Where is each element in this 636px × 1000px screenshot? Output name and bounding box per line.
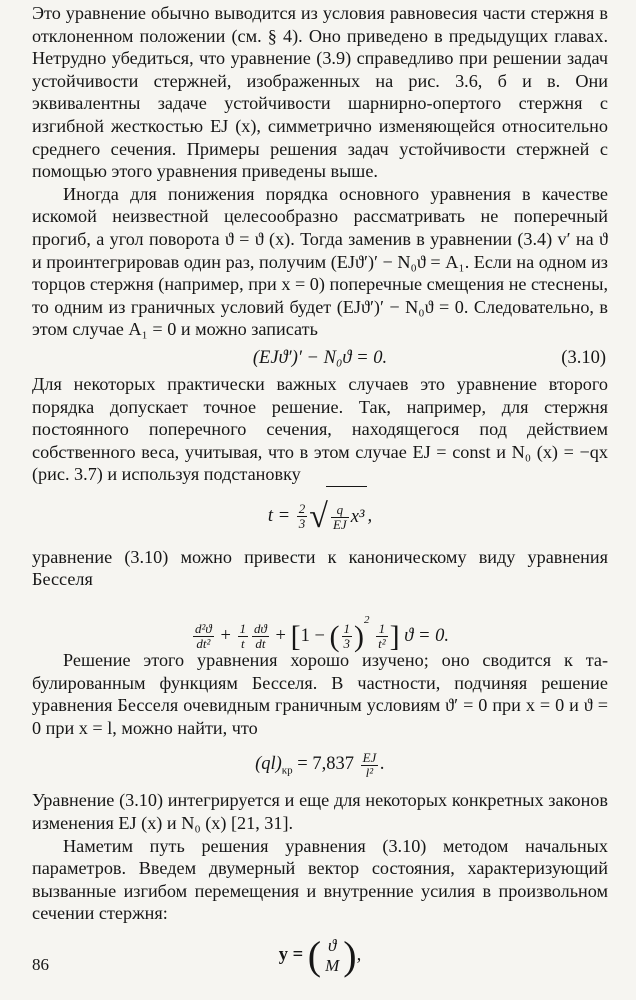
state-tail: , <box>356 945 362 965</box>
state-vector <box>323 936 341 976</box>
bessel-term-1 <box>193 622 214 651</box>
state-theta: ϑ <box>328 935 337 955</box>
subst-x3: x³ <box>350 507 365 528</box>
state-paren-open: ( <box>307 932 322 978</box>
bessel-one-third <box>342 622 353 651</box>
subst-two: 2 <box>298 501 306 517</box>
bessel-bracket-close: ] <box>389 619 400 653</box>
bessel-bracket-open: [ <box>290 619 301 653</box>
equation-substitution <box>32 486 608 546</box>
subst-ej: EJ <box>332 517 347 533</box>
crit-lhs: (ql) <box>255 754 282 775</box>
bessel-paren-open: ( <box>329 619 340 653</box>
bessel-dt: dt <box>255 636 266 652</box>
crit-fraction <box>361 751 379 780</box>
crit-ej: EJ <box>362 749 377 765</box>
bessel-last-d: t² <box>378 636 386 652</box>
state-paren-close: ) <box>343 932 357 978</box>
equation-number-3-10: (3.10) <box>561 347 606 368</box>
subst-radicand <box>326 486 367 547</box>
crit-eq: = 7,837 <box>297 754 354 775</box>
equation-3-10 <box>32 343 608 373</box>
paragraph-2: Иногда для понижения порядка основного уравнения в качестве искомой неизвестной целесообразно рассматривать не поперечный прогиб, а угол поворота ϑ = ϑ (x). Тогда заменив в уравнении (3.4) v′ на ϑ и проинтегрировав один раз, получим (EJϑ′)′ − N₀ϑ = A₁. Если на одном из торцов стержня (например, при x = 0) поперечные смещения не стеснены, то одним из граничных условий будет (EJϑ′)′ − N₀ϑ = 0. Следовательно, в этом случае A₁ = 0 и можно записать <box>32 183 608 340</box>
bessel-dtheta: dϑ <box>254 621 267 637</box>
crit-sub: кр <box>281 765 293 778</box>
bessel-t: t <box>240 636 245 652</box>
bessel-square: 2 <box>364 614 370 627</box>
crit-tail: . <box>380 754 385 775</box>
paragraph-7: Наметим путь решения уравнения (3.10) методом начальных параметров. Введем двумерный вектор состояния, характеризующий вызванные изгибом перемещения и внутренние усилия в произвольном сечении стержня: <box>32 835 608 924</box>
subst-q: q <box>331 503 349 518</box>
bessel-one: 1 <box>239 621 246 637</box>
bessel-one-over-t <box>238 622 249 651</box>
bessel-one-over-t2 <box>376 622 388 651</box>
paragraph-4: уравнение (3.10) можно привести к каноническому виду уравнения Бесселя <box>32 546 608 590</box>
bessel-dtheta-dt <box>252 622 269 651</box>
bessel-tail: ϑ = 0. <box>404 626 449 647</box>
bessel-paren-close: ) <box>354 619 365 653</box>
bessel-plus-1: + <box>220 626 231 647</box>
bessel-plus-2: + <box>275 626 286 647</box>
state-moment: M <box>325 955 340 975</box>
subst-lhs: t = <box>267 505 291 526</box>
subst-tail: , <box>367 505 373 526</box>
bessel-last-n: 1 <box>376 622 388 637</box>
equation-state-vector <box>32 925 608 985</box>
subst-fraction-q-ej <box>331 503 349 532</box>
bessel-dt2: dt² <box>196 636 211 652</box>
bessel-d2-theta: d²ϑ <box>195 621 212 637</box>
paragraph-1: Это уравнение обычно выводится из условия равновесия части стержня в отклоненном положении (см. § 4). Оно приведено в предыдущих главах. Нетрудно убедиться, что уравнение (3.9) справедливо при решении задач устойчивости стержней, изображенных на рис. 3.6, б и в. Они эквивалентны задаче устойчивости шарнирно-опертого стержня с изгибной жесткостью EJ (x), симметрично изменяющейся относительно среднего сечения. Примеры решения задач устойчивости стержней с помощью этого уравнения приведены выше. <box>32 3 608 182</box>
paragraph-6: Уравнение (3.10) интегрируется и еще для некоторых конкретных законов изменения EJ (x) и N₀ (x) [21, 31]. <box>32 790 608 834</box>
bessel-third-d: 3 <box>343 636 351 652</box>
paragraph-5: Решение этого уравнения хорошо изучено; оно сводится к табулированным функциям Бесселя. В частности, подчиняя решение уравнения Бесселя очевидным граничным условиям ϑ′ = 0 при x = 0 и ϑ = 0 при x = l, можно найти, что <box>32 650 608 738</box>
state-lhs: y = <box>278 945 304 965</box>
page-number: 86 <box>32 955 49 974</box>
subst-three: 3 <box>298 516 306 532</box>
bessel-one-minus: 1 − <box>300 626 325 647</box>
bessel-third-n: 1 <box>343 621 351 637</box>
equation-bessel <box>32 591 608 653</box>
paragraph-3: Для некоторых практически важных случаев это уравнение второго порядка допускает точное решение. Так, например, для стержня постоянного поперечного сечения, находящегося под действием собственного веса, учитывая, что в этом случае EJ = const и N₀ (x) = −qx (рис. 3.7) и используя подстановку <box>32 373 608 485</box>
equation-critical-load <box>32 739 608 789</box>
subst-fraction-two-thirds <box>297 502 308 531</box>
sqrt-icon: √ <box>309 497 328 535</box>
crit-l2: l² <box>365 764 374 780</box>
equation-3-10-body: (EJϑ′)′ − N₀ϑ = 0. <box>252 347 388 368</box>
